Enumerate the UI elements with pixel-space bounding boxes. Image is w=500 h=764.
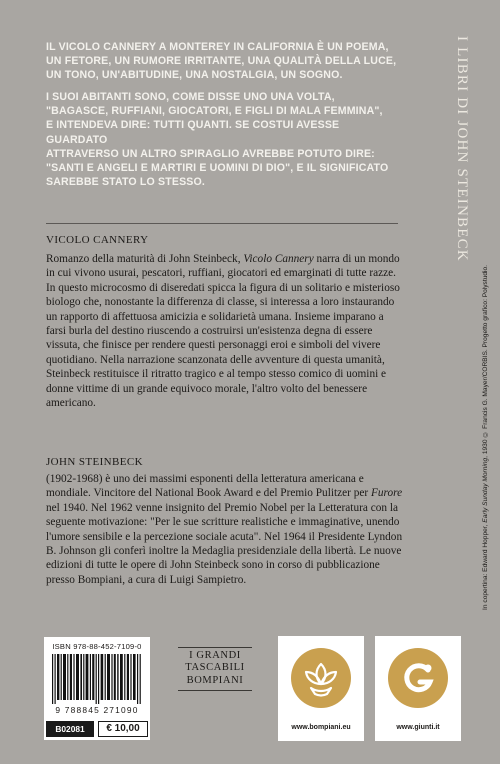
collana-rule-top: [178, 647, 252, 648]
series-title: I LIBRI DI JOHN STEINBECK: [454, 36, 470, 262]
quote-paragraph-1: IL VICOLO CANNERY A MONTEREY IN CALIFORNIA È UN POEMA, UN FETORE, UN RUMORE IRRITANTE, UNA QUALITÀ DELLA LUCE, UN TONO, UN'ABITUDINE, UNA NOSTALGIA, UN SOGNO.: [46, 41, 397, 82]
divider-rule: [46, 223, 398, 224]
book-description: [46, 252, 406, 410]
collana-rule-bottom: [178, 690, 252, 691]
barcode-block: [44, 637, 150, 740]
author-bio-text-b: nel 1940. Nel 1962 venne insignito del Premio Nobel per la Letteratura con la seguente motivazione: "Per le sue scritture realistiche e immaginative, unendo l'umore sensibile e la percezione sociale acuta". Nel 1964 il Presidente Lyndon B. Johnson gli conferì inoltre la Medaglia presidenziale della libertà. Le nuove edizioni di tutte le opere di John Steinbeck sono in corso di pubblicazione presso Bompiani, a cura di Luigi Sampietro.: [46, 501, 403, 586]
author-section-title: JOHN STEINBECK: [46, 456, 143, 468]
book-description-text-a: Romanzo della maturità di John Steinbeck,: [46, 253, 244, 265]
author-bio: [46, 472, 406, 587]
collana-line-2: TASCABILI: [185, 662, 245, 674]
quote-paragraph-2: I SUOI ABITANTI SONO, COME DISSE UNO UNA VOLTA, "BAGASCE, RUFFIANI, GIOCATORI, E FIGLI DI MALA FEMMINA", E INTENDEVA DIRE: TUTTI QUANTI. SE COSTUI AVESSE GUARDATO ATTRAVERSO UN ALTRO SPIRAGLIO AVREBBE POTUTO DIRE: "SANTI E ANGELI E MARTIRI E UOMINI DI DIO", E IL SIGNIFICATO SAREBBE STATO LO STESSO.: [46, 91, 389, 188]
credits-suffix: , 1930 © Francis G. Mayer/CORBIS. Progetto grafico: Polystudio.: [482, 265, 489, 458]
bompiani-logo-card: [278, 636, 364, 741]
giunti-logo-card: [375, 636, 461, 741]
book-section-title: VICOLO CANNERY: [46, 234, 149, 246]
credits-prefix: In copertina: Edward Hopper,: [482, 522, 489, 610]
book-italic-title: Vicolo Cannery: [243, 253, 314, 265]
author-bio-text-a: (1902-1968) è uno dei massimi esponenti della letteratura americana e mondiale. Vincitore del National Book Award e del Premio Pulitzer per: [46, 473, 371, 500]
product-code: B02081: [46, 721, 94, 737]
bompiani-url: www.bompiani.eu: [291, 724, 351, 731]
collana-line-3: BOMPIANI: [186, 674, 244, 686]
quote-block: [46, 40, 398, 197]
isbn-label: ISBN 978-88-452-7109-0: [52, 642, 142, 651]
price-label: € 10,00: [98, 721, 148, 737]
giunti-url: www.giunti.it: [396, 724, 440, 731]
bompiani-logo-icon: [291, 648, 351, 708]
cover-credits: [482, 265, 489, 610]
barcode-icon: [52, 654, 142, 704]
collana-line-1: I GRANDI: [189, 650, 241, 661]
barcode-digits: 9 788845 271090: [55, 705, 139, 715]
giunti-logo-icon: [388, 648, 448, 708]
credits-work: Early Sunday Morning: [482, 457, 489, 523]
collana-name: [165, 650, 265, 687]
author-italic-title: Furore: [370, 487, 403, 500]
book-description-text-b: narra di un mondo in cui vivono usurai, pescatori, ruffiani, giocatori ed emarginati di tutte razze. In questo microcosmo di diseredati spicca la figura di un solitario e misterioso biologo che, nonostante la differenza di classe, si interessa a loro instaurando un rapporto di affettuosa amicizia e solidarietà umana. Insieme imparano a farsi burla del destino riuscendo a costruirsi un'esistenza degna di essere vissuta, che finisce per rendere questi personaggi eroi e simboli del vivere quotidiano. Nella narrazione scanzonata delle avventure di questa umanità, Steinbeck restituisce il ritratto tragico e al tempo stesso comico di uomini e donne vittime di un grande equivoco morale, l'altro volto del benessere americano.: [46, 253, 400, 410]
